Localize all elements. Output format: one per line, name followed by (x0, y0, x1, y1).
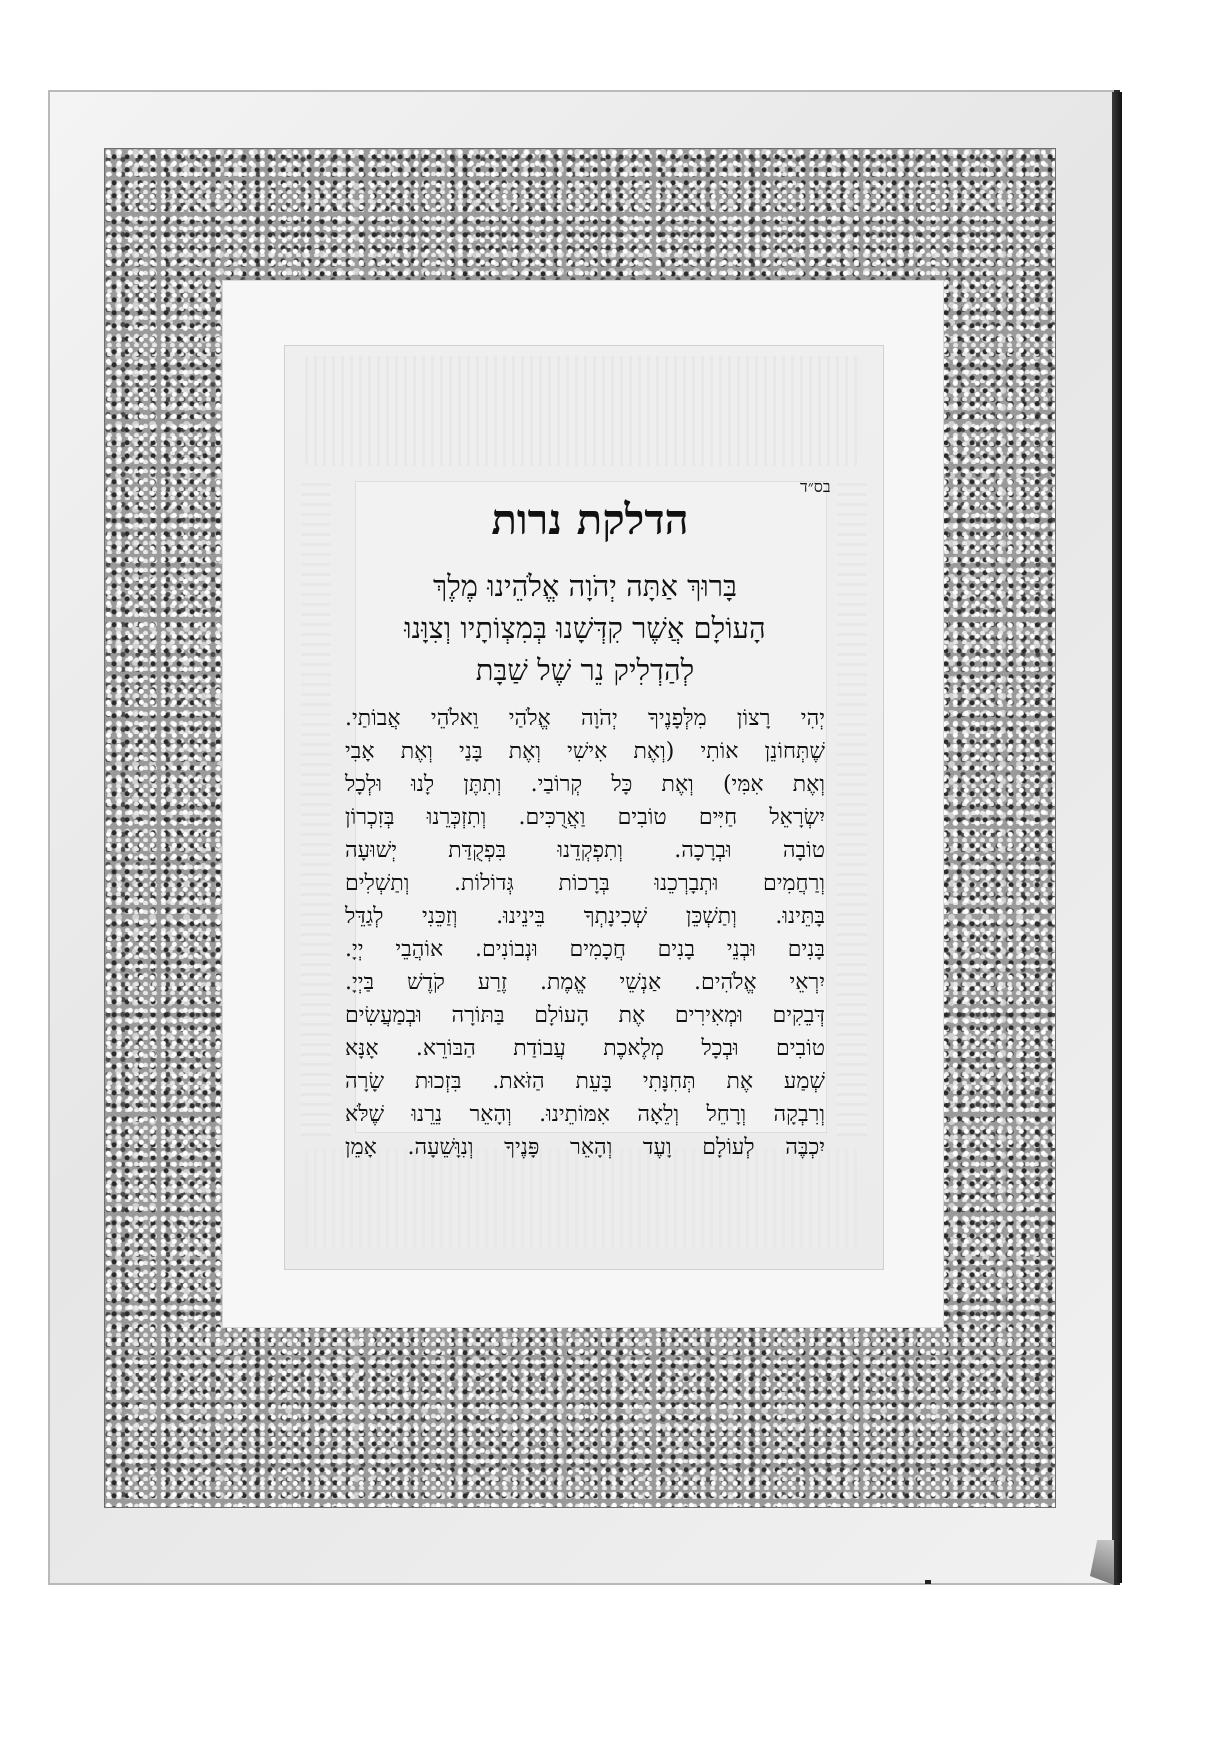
prayer-line: בָּתֵּינוּ. וְתַשְׁכֵּן שְׁכִינָתְךָ בֵּינֵינוּ. וְזַכֵּנִי לְגַדֵּל (345, 904, 825, 929)
blessing-text (330, 565, 840, 691)
prayer-line: בָּנִים וּבְנֵי בָנִים חֲכָמִים וּנְבוֹנִים. אוֹהֲבֵי יְיָ. (345, 937, 825, 962)
blessing-line: בָּרוּךְ אַתָּה יְהֹוָה אֱלֹהֵינוּ מֶלֶךְ (432, 569, 738, 603)
prayer-line: שֶׁתְּחוֹנֵן אוֹתִי (וְאֶת אִישִׁי וְאֶת בָּנַי וְאֶת אָבִי (345, 739, 825, 764)
prayer-line: טוֹבָה וּבְרָכָה. וְתִפְקְדֵנוּ בִּפְקֻדַּת יְשׁוּעָה (345, 838, 825, 863)
embossed-bottom-ornament (305, 1149, 863, 1249)
prayer-line: וְרַחֲמִים וּתְבָרְכֵנוּ בְּרָכוֹת גְּדוֹלוֹת. וְתַשְׁלִים (345, 871, 825, 896)
prayer-line: יִשְׂרָאֵל חַיִּים טוֹבִים וַאֲרֻכִּים. וְתִזְכְּרֵנוּ בְּזִכְרוֹן (345, 805, 825, 830)
surface-mark (925, 1580, 931, 1584)
blessing-line: לְהַדְלִיק נֵר שֶׁל שַׁבָּת (475, 653, 695, 687)
prayer-text (345, 702, 825, 1164)
card-title: הדלקת נרות (491, 495, 689, 544)
corner-mark: בס״ד (800, 477, 831, 496)
prayer-line: וְרִבְקָה וְרָחֵל וְלֵאָה אִמּוֹתֵינוּ. וְהָאֵר נֵרֵנוּ שֶׁלֹּא (345, 1102, 825, 1127)
embossed-right-border (837, 476, 867, 1136)
prayer-line: יְהִי רָצוֹן מִלְּפָנֶיךָ יְהֹוָה אֱלֹהַי וֵאלֹהֵי אֲבוֹתַי. (345, 706, 825, 731)
prayer-line: טוֹבִים וּבְכָל מְלֶאכֶת עֲבוֹדַת הַבּוֹרֵא. אָנָּא (345, 1036, 825, 1061)
prayer-line: שְׁמַע אֶת תְּחִנָּתִי בָּעֵת הַזֹּאת. בִּזְכוּת שָׂרָה (345, 1069, 825, 1094)
blessing-line: הָעוֹלָם אֲשֶׁר קִדְּשָׁנוּ בְּמִצְוֹתָיו וְצִוָּנוּ (404, 611, 766, 645)
prayer-line: יִרְאֵי אֱלֹהִים. אַנְשֵׁי אֱמֶת. זֶרַע קֹדֶשׁ בַּיְיָ. (345, 970, 825, 995)
embossed-left-border (301, 476, 331, 1136)
prayer-line: וְאֶת אִמִּי) וְאֶת כָּל קְרוֹבַי. וְתִתֶּן לָנוּ וּלְכָל (345, 772, 825, 797)
plate-side-edge (1112, 92, 1122, 1583)
prayer-line: דְּבֵקִים וּמְאִירִים אֶת הָעוֹלָם בַּתּוֹרָה וּבְמַעֲשִׂים (345, 1003, 825, 1028)
prayer-line: יִכְבֶּה לְעוֹלָם וָעֶד וְהָאֵר פָּנֶיךָ וְנִוָּשֵׁעָה. אָמֵן (345, 1135, 825, 1160)
embossed-top-ornament (305, 356, 863, 466)
